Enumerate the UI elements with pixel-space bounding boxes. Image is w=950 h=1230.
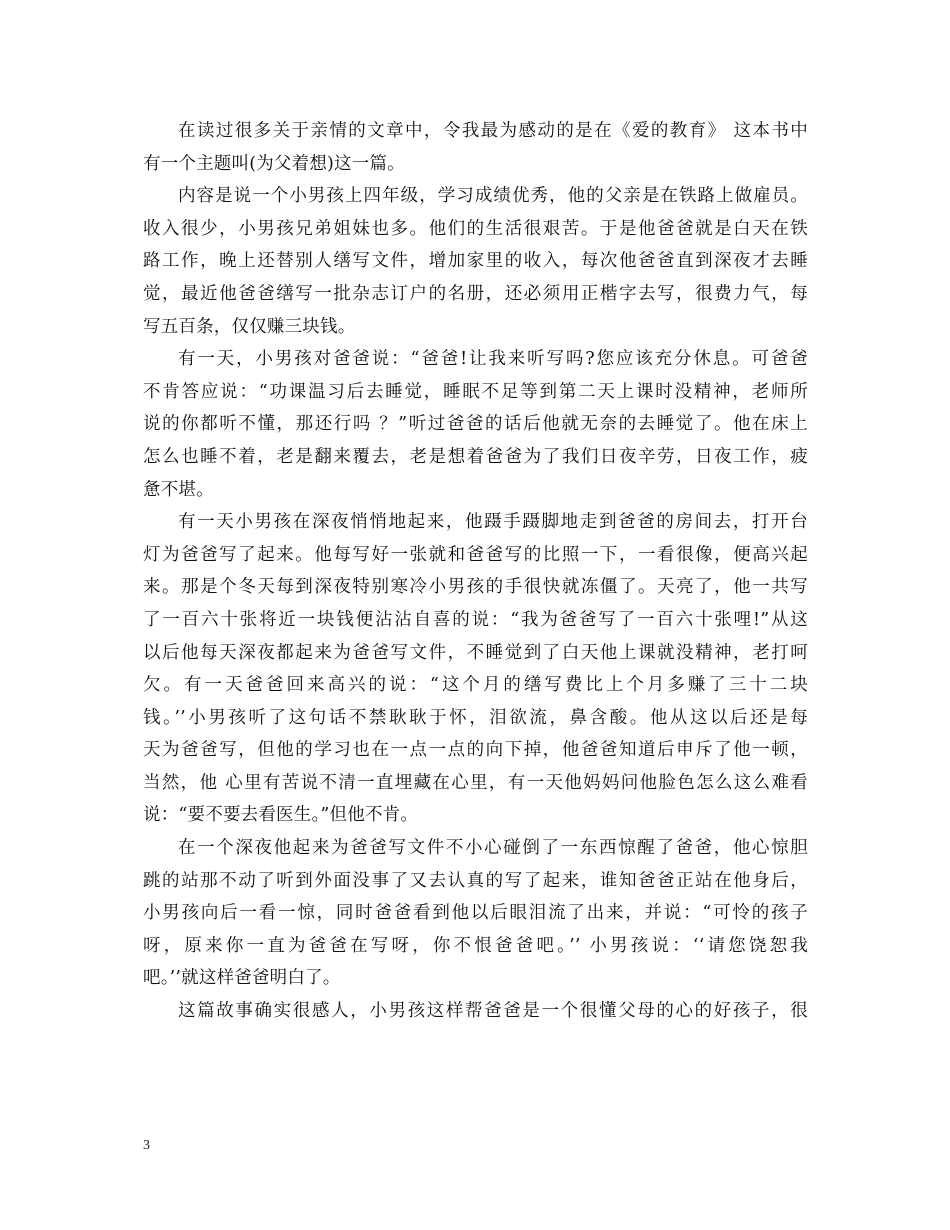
text-line: 写五百条，仅仅赚三块钱。	[143, 316, 356, 337]
text-line: 小男孩向后一看一惊，同时爸爸看到他以后眼泪流了出来，并说：“可怜的孩子	[143, 903, 808, 924]
text-line: 钱。’’小男孩听了这句话不禁耿耿于怀，泪欲流，鼻含酸。他从这以后还是每	[143, 707, 808, 728]
text-line: 怎么也睡不着，老是翻来覆去，老是想着爸爸为了我们日夜辛劳，日夜工作，疲	[143, 446, 808, 467]
text-line: 了一百六十张将近一块钱便沾沾自喜的说：“我为爸爸写了一百六十张哩!”从这	[143, 609, 808, 630]
text-line: 说：“要不要去看医生。”但他不肯。	[143, 805, 419, 826]
text-line: 在读过很多关于亲情的文章中，令我最为感动的是在《爱的教育》 这本书中	[178, 121, 808, 141]
text-line: 惫不堪。	[143, 479, 214, 500]
text-line: 以后他每天深夜都起来为爸爸写文件，不睡觉到了白天他上课就没精神，老打呵	[143, 642, 808, 663]
text-line: 收入很少，小男孩兄弟姐妹也多。他们的生活很艰苦。于是他爸爸就是白天在铁	[143, 218, 808, 239]
text-line: 天为爸爸写，但他的学习也在一点一点的向下掉，他爸爸知道后申斥了他一顿，	[143, 740, 808, 761]
text-line: 路工作，晚上还替别人缮写文件，增加家里的收入，每次他爸爸直到深夜才去睡	[143, 251, 808, 272]
text-line: 有一个主题叫(为父着想)这一篇。	[143, 153, 405, 174]
text-line: 有一天，小男孩对爸爸说：“爸爸!让我来听写吗?您应该充分休息。可爸爸	[178, 349, 808, 370]
document-body	[143, 115, 808, 1028]
text-line: 跳的站那不动了听到外面没事了又去认真的写了起来，谁知爸爸正站在他身后，	[143, 870, 808, 891]
text-line: 灯为爸爸写了起来。他每写好一张就和爸爸写的比照一下，一看很像，便高兴起	[143, 544, 808, 565]
text-line: 来。那是个冬天每到深夜特别寒冷小男孩的手很快就冻僵了。天亮了，他一共写	[143, 577, 808, 598]
text-line: 当然，他 心里有苦说不清一直埋藏在心里，有一天他妈妈问他脸色怎么这么难看	[143, 772, 808, 793]
text-line: 有一天小男孩在深夜悄悄地起来，他蹑手蹑脚地走到爸爸的房间去，打开台	[178, 512, 808, 533]
text-line: 在一个深夜他起来为爸爸写文件不小心碰倒了一东西惊醒了爸爸，他心惊胆	[178, 838, 808, 859]
text-line: 不肯答应说：“功课温习后去睡觉，睡眠不足等到第二天上课时没精神，老师所	[143, 381, 808, 402]
text-line: 这篇故事确实很感人，小男孩这样帮爸爸是一个很懂父母的心的好孩子，很	[178, 1001, 808, 1022]
text-line: 吧。’’就这样爸爸明白了。	[143, 968, 341, 989]
text-line: 内容是说一个小男孩上四年级，学习成绩优秀，他的父亲是在铁路上做雇员。	[178, 186, 808, 207]
text-line: 呀，原来你一直为爸爸在写呀，你不恨爸爸吧。’’ 小男孩说：‘‘请您饶恕我	[143, 935, 808, 956]
text-line: 欠。有一天爸爸回来高兴的说：“这个月的缮写费比上个月多赚了三十二块	[143, 675, 808, 696]
page-number: 3	[143, 1138, 150, 1153]
text-line: 觉，最近他爸爸缮写一批杂志订户的名册，还必须用正楷字去写，很费力气，每	[143, 283, 808, 304]
text-line: 说的你都听不懂，那还行吗 ？”听过爸爸的话后他就无奈的去睡觉了。他在床上	[143, 414, 808, 435]
